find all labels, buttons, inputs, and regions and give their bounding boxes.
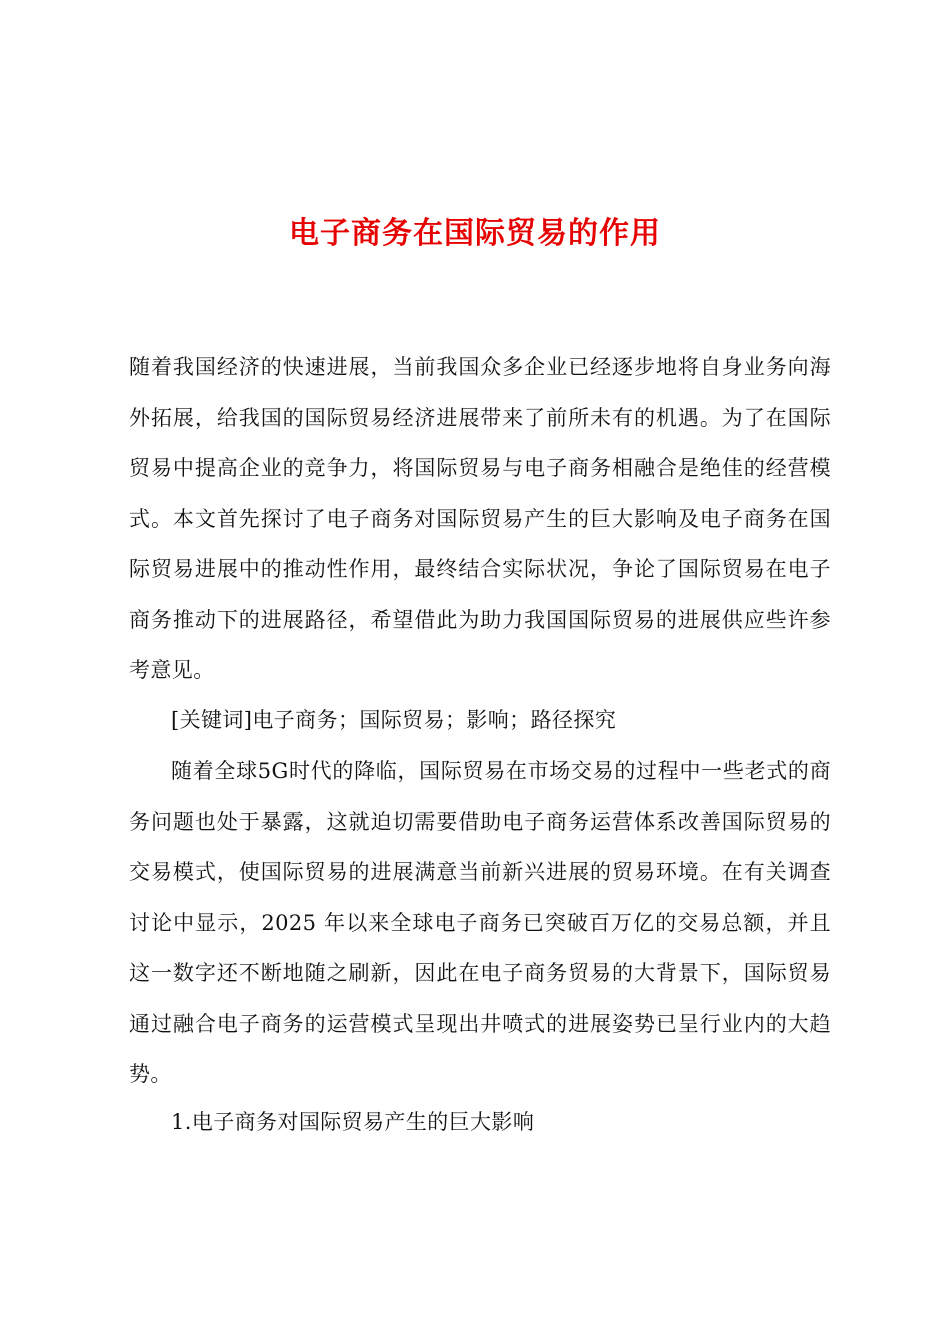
keywords-line: [关键词]电子商务；国际贸易；影响；路径探究: [171, 708, 617, 732]
section-heading: 1.电子商务对国际贸易产生的巨大影响: [171, 1110, 535, 1134]
intro-paragraph: 随着全球5G时代的降临，国际贸易在市场交易的过程中一些老式的商务问题也处于暴露，这就迫切需要借助电子商务运营体系改善国际贸易的交易模式，使国际贸易的进展满意当前新兴进展的贸易环境。在有关调查讨论中显示，2025 年以来全球电子商务已突破百万亿的交易总额，并且这一数字还不断地随之刷新，因此在电子商务贸易的大背景下，国际贸易通过融合电子商务的运营模式呈现出井喷式的进展姿势已呈行业内的大趋势。: [129, 759, 831, 1086]
abstract-paragraph: 随着我国经济的快速进展，当前我国众多企业已经逐步地将自身业务向海外拓展，给我国的国际贸易经济进展带来了前所未有的机遇。为了在国际贸易中提高企业的竞争力，将国际贸易与电子商务相融合是绝佳的经营模式。本文首先探讨了电子商务对国际贸易产生的巨大影响及电子商务在国际贸易进展中的推动性作用，最终结合实际状况，争论了国际贸易在电子商务推动下的进展路径，希望借此为助力我国国际贸易的进展供应些许参考意见。: [129, 355, 831, 682]
document-title: 电子商务在国际贸易的作用: [289, 216, 661, 251]
